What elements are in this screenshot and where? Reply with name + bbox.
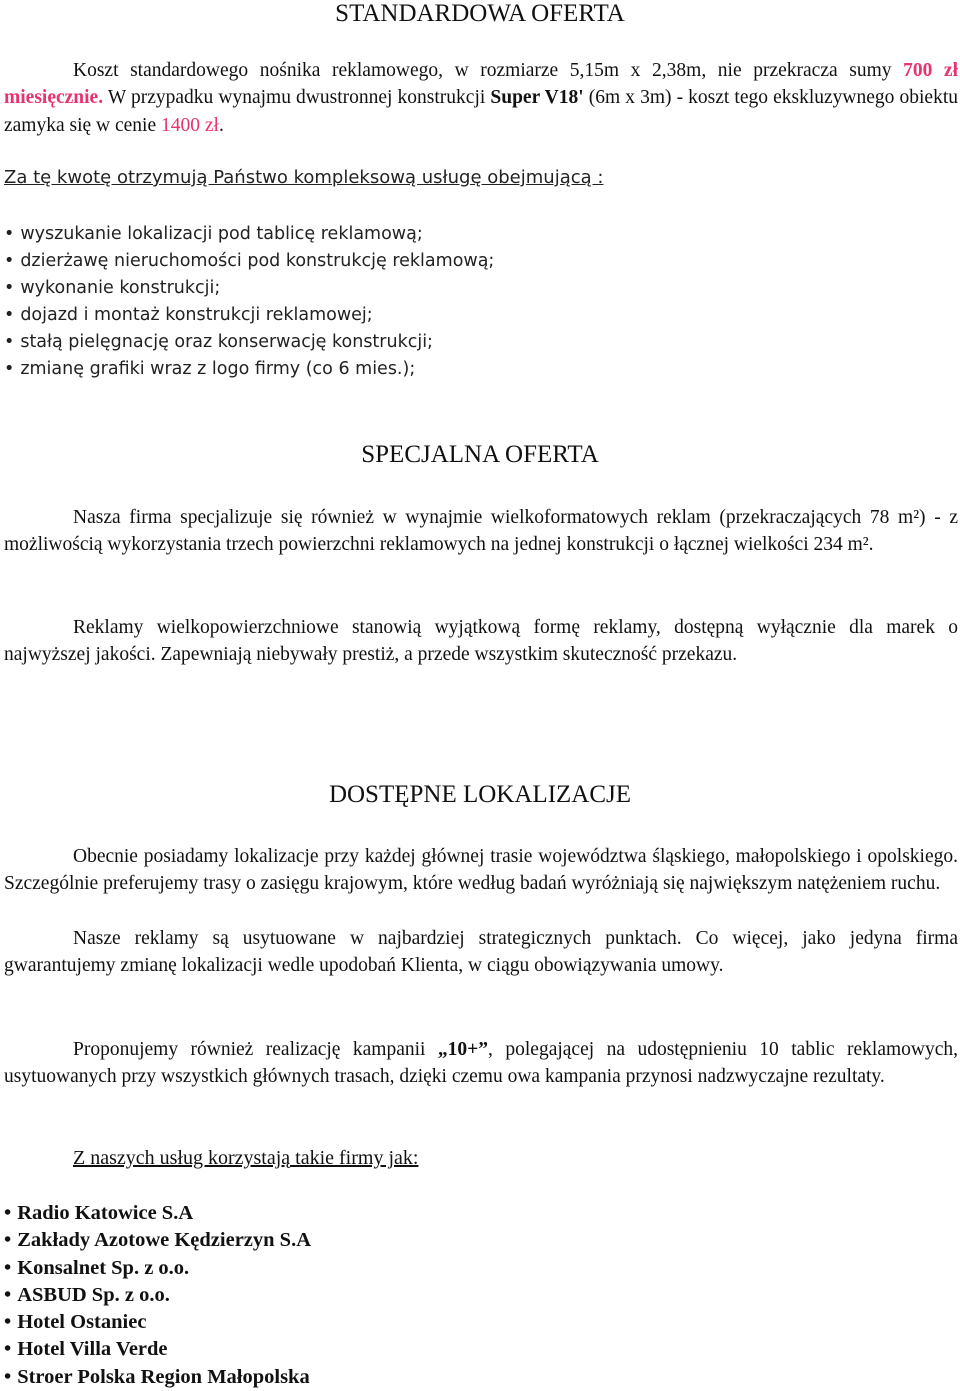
service-list-item: • stałą pielęgnację oraz konserwację konstrukcji; bbox=[4, 329, 494, 356]
product-name: Super V18' bbox=[490, 87, 584, 109]
text-segment: Proponujemy również realizację kampanii bbox=[73, 1039, 438, 1060]
text-segment: W przypadku wynajmu dwustronnej konstrukcji bbox=[103, 87, 491, 109]
special-offer-paragraph-1: Nasza firma specjalizuje się również w wynajmie wielkoformatowych reklam (przekraczających 78 m²) - z możliwością wykorzystania trzech powierzchni reklamowych na jednej konstrukcji o łącznej wielkości 234 m². bbox=[4, 507, 958, 556]
monthly-price: 700 zł miesięcznie. bbox=[4, 60, 958, 109]
client-list-item: • Konsalnet Sp. z o.o. bbox=[4, 1255, 311, 1282]
services-list bbox=[4, 221, 494, 384]
campaign-paragraph bbox=[4, 1036, 958, 1091]
text-segment: . bbox=[218, 114, 224, 136]
client-list-item: • Hotel Villa Verde bbox=[4, 1336, 311, 1363]
text-segment: (6m x 3m) - koszt tego ekskluzywnego obiektu zamyka się w cenie bbox=[4, 87, 958, 136]
service-list-item: • wyszukanie lokalizacji pod tablicę reklamową; bbox=[4, 221, 494, 248]
premium-price: 1400 zł bbox=[161, 114, 219, 136]
client-list-item: • Radio Katowice S.A bbox=[4, 1200, 311, 1227]
standard-offer-paragraph bbox=[4, 57, 958, 139]
clients-heading: Z naszych usług korzystają takie firmy jak: bbox=[73, 1147, 419, 1169]
special-offer-heading: SPECJALNA OFERTA bbox=[361, 441, 599, 468]
text-segment: Koszt standardowego nośnika reklamowego, w rozmiarze 5,15m x 2,38m, nie przekracza sumy bbox=[73, 60, 904, 81]
campaign-name: „10+” bbox=[437, 1039, 489, 1060]
service-list-item: • wykonanie konstrukcji; bbox=[4, 275, 494, 302]
locations-paragraph-2: Nasze reklamy są usytuowane w najbardziej strategicznych punktach. Co więcej, jako jedyna firma gwarantujemy zmianę lokalizacji wedle upodobań Klienta, w ciągu obowiązywania umowy. bbox=[4, 928, 958, 977]
client-list-item: • Hotel Ostaniec bbox=[4, 1309, 311, 1336]
locations-paragraph-1: Obecnie posiadamy lokalizacje przy każdej głównej trasie województwa śląskiego, małopolskiego i opolskiego. Szczególnie preferujemy trasy o zasięgu krajowym, które według badań wyróżniają się największym natężeniem ruchu. bbox=[4, 846, 958, 895]
special-offer-paragraph-2: Reklamy wielkopowierzchniowe stanowią wyjątkową formę reklamy, dostępną wyłącznie dla marek o najwyższej jakości. Zapewniają niebywały prestiż, a przede wszystkim skuteczność przekazu. bbox=[4, 617, 958, 666]
service-list-item: • dzierżawę nieruchomości pod konstrukcję reklamową; bbox=[4, 248, 494, 275]
services-heading: Za tę kwotę otrzymują Państwo kompleksową usługę obejmującą : bbox=[4, 167, 604, 188]
standard-offer-heading: STANDARDOWA OFERTA bbox=[335, 0, 625, 27]
client-list-item: • Stroer Polska Region Małopolska bbox=[4, 1364, 311, 1391]
service-list-item: • dojazd i montaż konstrukcji reklamowej; bbox=[4, 302, 494, 329]
clients-list bbox=[4, 1200, 311, 1391]
locations-heading: DOSTĘPNE LOKALIZACJE bbox=[328, 781, 632, 808]
client-list-item: • ASBUD Sp. z o.o. bbox=[4, 1282, 311, 1309]
text-segment: , polegającej na udostępnieniu 10 tablic reklamowych, usytuowanych przy wszystkich głównych trasach, dzięki czemu owa kampania przynosi nadzwyczajne rezultaty. bbox=[4, 1039, 959, 1088]
client-list-item: • Zakłady Azotowe Kędzierzyn S.A bbox=[4, 1227, 311, 1254]
service-list-item: • zmianę grafiki wraz z logo firmy (co 6 mies.); bbox=[4, 356, 494, 383]
